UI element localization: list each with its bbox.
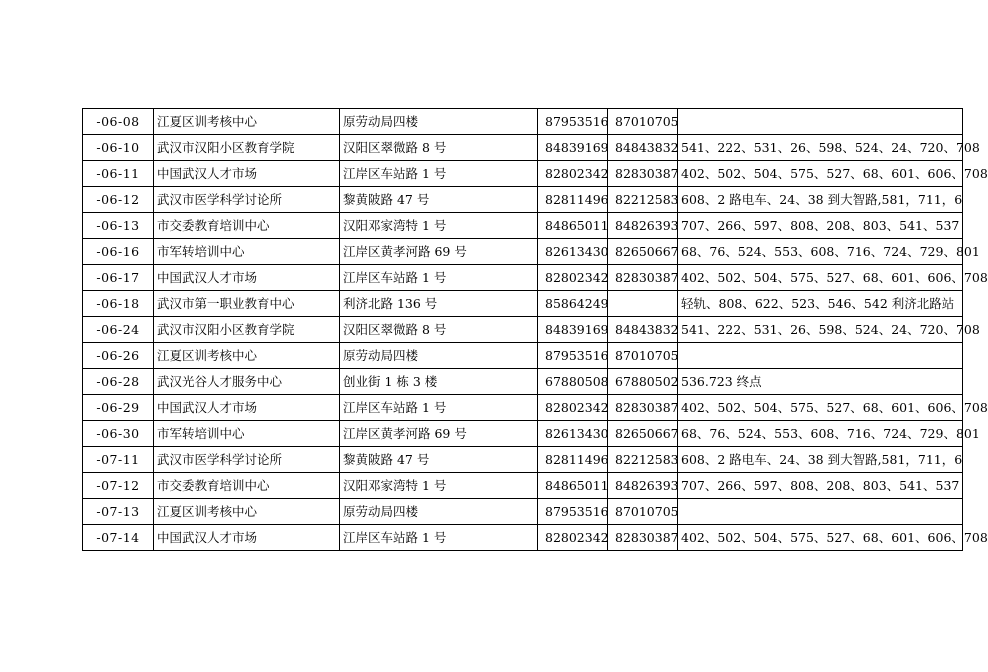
place-cell: 中国武汉人才市场 [154,265,340,291]
table-row [83,343,963,369]
phone-cell-2: 82830387 [608,395,678,421]
bus-route-cell: 402、502、504、575、527、68、601、606、708 [678,265,963,291]
place-cell: 江夏区训考核中心 [154,109,340,135]
table-row [83,395,963,421]
phone-cell-2: 82650667 [608,421,678,447]
bus-route-cell: 608、2 路电车、24、38 到大智路,581，711，6 [678,447,963,473]
phone-cell-1: 82613430 [538,239,608,265]
phone-cell-2: 82830387 [608,525,678,551]
table-row [83,525,963,551]
bus-route-cell: 541、222、531、26、598、524、24、720、708 [678,317,963,343]
phone-cell-1: 84839169 [538,135,608,161]
address-cell: 原劳动局四楼 [340,343,538,369]
phone-cell-1: 84865011 [538,473,608,499]
phone-cell-1: 84839169 [538,317,608,343]
table-row [83,317,963,343]
date-cell: -06-28 [83,369,154,395]
table-row [83,473,963,499]
address-cell: 汉阳邓家湾特 1 号 [340,473,538,499]
address-cell: 黎黄陂路 47 号 [340,187,538,213]
place-cell: 江夏区训考核中心 [154,499,340,525]
place-cell: 武汉市第一职业教育中心 [154,291,340,317]
address-cell: 利济北路 136 号 [340,291,538,317]
place-cell: 中国武汉人才市场 [154,395,340,421]
phone-cell-2: 87010705 [608,109,678,135]
bus-route-cell: 707、266、597、808、208、803、541、537 [678,473,963,499]
date-cell: -06-10 [83,135,154,161]
address-cell: 江岸区黄孝河路 69 号 [340,239,538,265]
place-cell: 武汉市汉阳小区教育学院 [154,317,340,343]
address-cell: 黎黄陂路 47 号 [340,447,538,473]
bus-route-cell: 402、502、504、575、527、68、601、606、708 [678,395,963,421]
phone-cell-1: 85864249 [538,291,608,317]
phone-cell-1: 82802342 [538,265,608,291]
phone-cell-2: 87010705 [608,343,678,369]
phone-cell-1: 87953516 [538,499,608,525]
table-row [83,291,963,317]
phone-cell-2: 82830387 [608,161,678,187]
address-cell: 创业街 1 栋 3 楼 [340,369,538,395]
place-cell: 市交委教育培训中心 [154,473,340,499]
address-cell: 汉阳区翠微路 8 号 [340,317,538,343]
bus-route-cell: 68、76、524、553、608、716、724、729、801 [678,239,963,265]
place-cell: 中国武汉人才市场 [154,161,340,187]
date-cell: -06-16 [83,239,154,265]
date-cell: -07-12 [83,473,154,499]
phone-cell-2: 84843832 [608,317,678,343]
address-cell: 江岸区车站路 1 号 [340,525,538,551]
phone-cell-2: 84826393 [608,213,678,239]
phone-cell-1: 67880508 [538,369,608,395]
date-cell: -06-24 [83,317,154,343]
date-cell: -06-17 [83,265,154,291]
schedule-table [82,108,988,551]
table-row [83,135,963,161]
address-cell: 原劳动局四楼 [340,109,538,135]
date-cell: -07-13 [83,499,154,525]
phone-cell-2: 67880502 [608,369,678,395]
bus-route-cell: 536.723 终点 [678,369,963,395]
phone-cell-2: 84843832 [608,135,678,161]
bus-route-cell: 608、2 路电车、24、38 到大智路,581，711，6 [678,187,963,213]
date-cell: -06-30 [83,421,154,447]
date-cell: -06-12 [83,187,154,213]
phone-cell-2: 84826393 [608,473,678,499]
place-cell: 市交委教育培训中心 [154,213,340,239]
phone-cell-1: 84865011 [538,213,608,239]
table-row [83,421,963,447]
phone-cell-1: 87953516 [538,343,608,369]
table-row [83,239,963,265]
date-cell: -06-08 [83,109,154,135]
address-cell: 江岸区黄孝河路 69 号 [340,421,538,447]
table-row [83,109,963,135]
bus-route-cell: 707、266、597、808、208、803、541、537 [678,213,963,239]
table-row [83,187,963,213]
date-cell: -07-14 [83,525,154,551]
place-cell: 中国武汉人才市场 [154,525,340,551]
address-cell: 汉阳邓家湾特 1 号 [340,213,538,239]
bus-route-cell [678,109,963,135]
date-cell: -06-18 [83,291,154,317]
phone-cell-1: 82613430 [538,421,608,447]
table-row [83,161,963,187]
phone-cell-1: 82802342 [538,395,608,421]
bus-route-cell: 402、502、504、575、527、68、601、606、708 [678,161,963,187]
date-cell: -06-29 [83,395,154,421]
table-row [83,369,963,395]
address-cell: 汉阳区翠微路 8 号 [340,135,538,161]
place-cell: 武汉市医学科学讨论所 [154,447,340,473]
phone-cell-2: 82212583 [608,447,678,473]
phone-cell-2 [608,291,678,317]
date-cell: -06-26 [83,343,154,369]
bus-route-cell: 541、222、531、26、598、524、24、720、708 [678,135,963,161]
phone-cell-2: 82830387 [608,265,678,291]
place-cell: 市军转培训中心 [154,239,340,265]
place-cell: 市军转培训中心 [154,421,340,447]
address-cell: 江岸区车站路 1 号 [340,265,538,291]
date-cell: -06-13 [83,213,154,239]
address-cell: 江岸区车站路 1 号 [340,395,538,421]
place-cell: 江夏区训考核中心 [154,343,340,369]
bus-route-cell [678,343,963,369]
place-cell: 武汉市医学科学讨论所 [154,187,340,213]
table-row [83,499,963,525]
phone-cell-2: 87010705 [608,499,678,525]
place-cell: 武汉市汉阳小区教育学院 [154,135,340,161]
phone-cell-1: 82811496 [538,447,608,473]
bus-route-cell [678,499,963,525]
date-cell: -06-11 [83,161,154,187]
address-cell: 江岸区车站路 1 号 [340,161,538,187]
bus-route-cell: 402、502、504、575、527、68、601、606、708 [678,525,963,551]
table-row [83,213,963,239]
phone-cell-1: 82811496 [538,187,608,213]
phone-cell-1: 82802342 [538,161,608,187]
table-row [83,265,963,291]
address-cell: 原劳动局四楼 [340,499,538,525]
phone-cell-1: 87953516 [538,109,608,135]
bus-route-cell: 轻轨、808、622、523、546、542 利济北路站 [678,291,963,317]
table-row [83,447,963,473]
schedule-table-body [83,109,988,551]
phone-cell-2: 82212583 [608,187,678,213]
place-cell: 武汉光谷人才服务中心 [154,369,340,395]
date-cell: -07-11 [83,447,154,473]
phone-cell-2: 82650667 [608,239,678,265]
bus-route-cell: 68、76、524、553、608、716、724、729、801 [678,421,963,447]
phone-cell-1: 82802342 [538,525,608,551]
